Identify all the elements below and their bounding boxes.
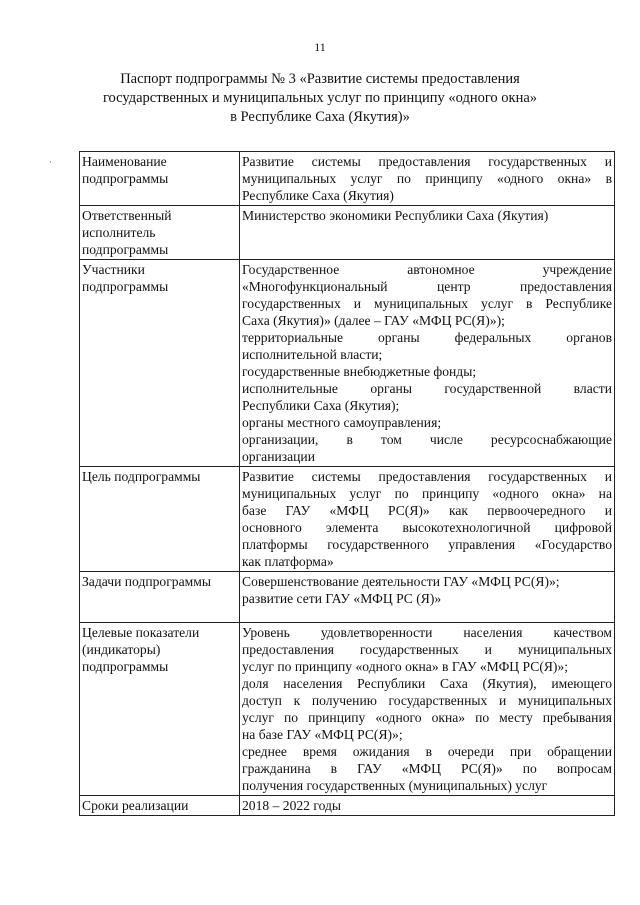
row-label-cell [80,467,240,572]
row-value-line: государственные внебюджетные фонды; [242,364,477,379]
row-value-line: получения государственных (муниципальных) услуг [242,778,548,793]
table-row [80,796,615,816]
row-value-cell [240,623,615,796]
row-value-cell [240,206,615,260]
row-label-line: Целевые показатели [82,625,200,640]
table-row [80,260,615,467]
row-label-line: Цель подпрограммы [82,469,201,484]
row-value-cell [240,260,615,467]
row-value-line: Развитие системы предоставления государственных и [242,469,612,484]
row-label-cell [80,572,240,623]
row-label-line: подпрограммы [82,171,169,186]
row-label-cell [80,796,240,816]
table-row [80,467,615,572]
margin-mark: · [49,157,52,167]
row-label-line: Сроки реализации [82,798,189,813]
row-value-line: Саха (Якутия)» (далее – ГАУ «МФЦ РС(Я)»); [242,313,505,328]
row-value-cell [240,152,615,206]
page-number: 11 [314,40,326,54]
row-label-line: (индикаторы) [82,642,161,657]
title-line-3: в Республике Саха (Якутия)» [230,109,410,125]
row-value-line: организации [242,449,315,464]
row-label-line: Наименование [82,154,167,169]
row-label-line: Задачи подпрограммы [82,574,211,589]
row-value-line: муниципальных услуг по принципу «одного окна» на [242,486,612,501]
table-row [80,152,615,206]
row-value-line: платформы государственного управления «Государство [242,537,612,552]
row-label-line: Ответственный [82,208,172,223]
row-value-cell [240,572,615,623]
row-value-line: доля населения Республики Саха (Якутия), имеющего [242,676,612,691]
page-title [60,70,580,127]
row-value-line: доступ к получению государственных и муниципальных [242,693,612,708]
row-label-line: Участники [82,262,145,277]
row-value-cell [240,467,615,572]
row-label-line: подпрограммы [82,242,169,257]
row-value-line: муниципальных услуг по принципу «одного окна» в [242,171,612,186]
row-label-line: исполнитель [82,225,156,240]
row-value-line: Республике Саха (Якутия) [242,188,394,203]
row-value-line: органы местного самоуправления; [242,415,442,430]
row-label-cell [80,206,240,260]
row-value-line: Министерство экономики Республики Саха (Якутия) [242,208,549,223]
row-value-line: 2018 – 2022 годы [242,798,342,813]
row-label-line: подпрограммы [82,279,169,294]
row-value-cell [240,796,615,816]
row-value-line: развитие сети ГАУ «МФЦ РС (Я)» [242,591,442,606]
row-value-line: базе ГАУ «МФЦ РС(Я)» как первоочередного и [242,503,612,518]
passport-table-body [80,152,615,816]
row-label-cell [80,623,240,796]
row-value-line: основного элемента высокотехнологичной цифровой [242,520,612,535]
table-row [80,623,615,796]
row-value-line: предоставления государственных и муниципальных [242,642,612,657]
row-value-line: «Многофункциональный центр предоставления [242,279,612,294]
table-row [80,206,615,260]
row-value-line: Совершенствование деятельности ГАУ «МФЦ РС(Я)»; [242,574,560,589]
row-label-cell [80,152,240,206]
row-value-line: гражданина в ГАУ «МФЦ РС(Я)» по вопросам [242,761,612,776]
row-value-line: на базе ГАУ «МФЦ РС(Я)»; [242,727,403,742]
row-value-line: среднее время ожидания в очереди при обращении [242,744,612,759]
row-label-cell [80,260,240,467]
passport-table [79,151,615,816]
row-value-line: исполнительной власти; [242,347,383,362]
row-label-line: подпрограммы [82,659,169,674]
row-value-line: территориальные органы федеральных органов [242,330,612,345]
row-value-line: услуг по принципу «одного окна» по месту пребывания [242,710,612,725]
row-value-line: исполнительные органы государственной власти [242,381,612,396]
row-value-line: Уровень удовлетворенности населения качеством [242,625,612,640]
title-line-2: государственных и муниципальных услуг по принципу «одного окна» [102,90,538,106]
row-value-line: Государственное автономное учреждение [242,262,612,277]
row-value-line: организации, в том числе ресурсоснабжающие [242,432,612,447]
row-value-line: государственных и муниципальных услуг в Республике [242,296,612,311]
title-line-1: Паспорт подпрограммы № 3 «Развитие системы предоставления [120,71,520,87]
table-row [80,572,615,623]
row-value-line: Развитие системы предоставления государственных и [242,154,612,169]
row-value-line: как платформа» [242,554,334,569]
row-value-line: Республики Саха (Якутия); [242,398,400,413]
row-value-line: услуг по принципу «одного окна» в ГАУ «МФЦ РС(Я)»; [242,659,569,674]
